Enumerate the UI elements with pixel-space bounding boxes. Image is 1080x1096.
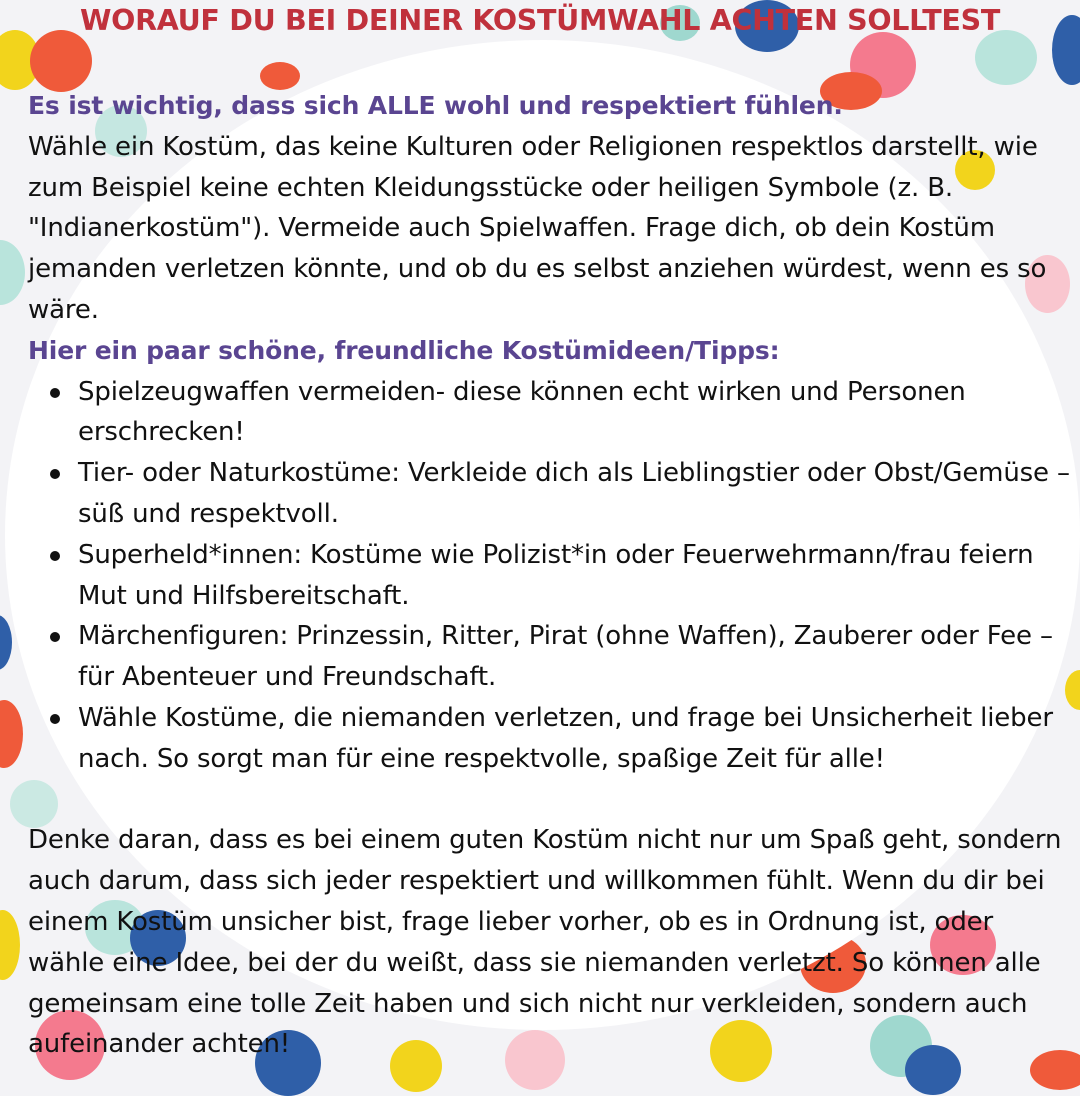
- tips-list: [28, 372, 1074, 780]
- confetti-dot: [0, 240, 25, 305]
- list-item-text: Märchenfiguren: Prinzessin, Ritter, Pirat (ohne Waffen), Zauberer oder Fee – für Abenteuer und Freundschaft.: [78, 621, 1053, 693]
- bullet-icon: [50, 388, 60, 398]
- bullet-icon: [50, 632, 60, 642]
- confetti-dot: [975, 30, 1037, 85]
- intro-heading: Es ist wichtig, dass sich ALLE wohl und respektiert fühlen.: [28, 91, 843, 120]
- confetti-dot: [30, 30, 92, 92]
- bullet-icon: [50, 551, 60, 561]
- intro-text: Wähle ein Kostüm, das keine Kulturen oder Religionen respektlos darstellt, wie zum Beispiel keine echten Kleidungsstücke oder heiligen Symbole (z. B. "Indianerkostüm"). Vermeide auch Spielwaffen. Frage dich, ob dein Kostüm jemanden verletzen könnte, und ob du es selbst anziehen würdest, wenn es so wäre.: [28, 131, 1047, 325]
- list-item: [78, 372, 1074, 454]
- bullet-icon: [50, 469, 60, 479]
- closing-text: Denke daran, dass es bei einem guten Kostüm nicht nur um Spaß geht, sondern auch darum, dass sich jeder respektiert und willkommen fühlt. Wenn du dir bei einem Kostüm unsicher bist, frage lieber vorher, ob es in Ordnung ist, oder wähle eine Idee, bei der du weißt, dass sie niemanden verletzt. So können alle gemeinsam eine tolle Zeit haben und sich nicht nur verkleiden, sondern auch aufeinander achten!: [28, 825, 1062, 1060]
- bullet-icon: [50, 714, 60, 724]
- confetti-dot: [0, 700, 23, 768]
- list-item-text: Tier- oder Naturkostüme: Verkleide dich als Lieblingstier oder Obst/Gemüse – süß und respektvoll.: [78, 458, 1070, 529]
- page-title: WORAUF DU BEI DEINER KOSTÜMWAHL ACHTEN SOLLTEST: [80, 4, 1000, 37]
- list-item: [78, 698, 1074, 780]
- list-item-text: Wähle Kostüme, die niemanden verletzen, und frage bei Unsicherheit lieber nach. So sorgt man für eine respektvolle, spaßige Zeit für alle!: [78, 702, 1053, 774]
- list-item: [78, 616, 1074, 698]
- list-item-text: Superheld*innen: Kostüme wie Polizist*in oder Feuerwehrmann/frau feiern Mut und Hilfsbereitschaft.: [78, 539, 1034, 611]
- content-block: [28, 86, 1074, 1065]
- list-item-text: Spielzeugwaffen vermeiden- diese können echt wirken und Personen erschrecken!: [78, 376, 966, 448]
- confetti-dot: [0, 910, 20, 980]
- list-item: [78, 453, 1074, 535]
- tips-heading: Hier ein paar schöne, freundliche Kostümideen/Tipps:: [28, 335, 780, 365]
- confetti-dot: [0, 615, 12, 670]
- spacer: [28, 780, 1074, 821]
- list-item: [78, 535, 1074, 617]
